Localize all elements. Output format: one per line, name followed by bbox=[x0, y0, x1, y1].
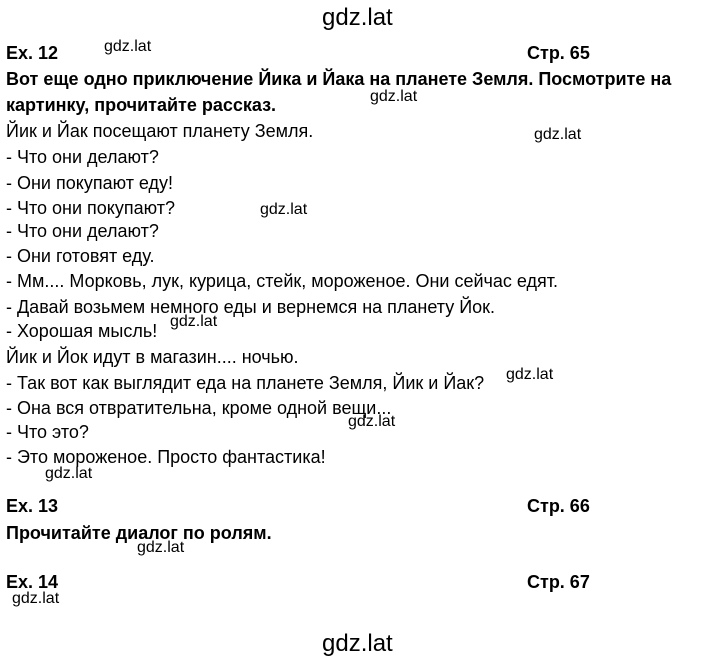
story-line: - Что они делают? bbox=[6, 221, 159, 241]
story-line: - Что они покупают? bbox=[6, 198, 176, 218]
watermark-bottom: gdz.lat bbox=[322, 630, 393, 657]
story-line: - Они покупают еду! bbox=[6, 173, 174, 193]
watermark: gdz.lat bbox=[137, 539, 185, 556]
exercise-13-page: Стр. 66 bbox=[527, 496, 590, 516]
watermark: gdz.lat bbox=[104, 38, 152, 55]
story-line: - Хорошая мысль! bbox=[6, 321, 158, 341]
story-line: - Они готовят еду. bbox=[6, 246, 155, 266]
exercise-12-task-line-1: Вот еще одно приключение Йика и Йака на планете Земля. Посмотрите на bbox=[6, 69, 672, 89]
watermark-top: gdz.lat bbox=[322, 4, 393, 31]
story-line: - Так вот как выглядит еда на планете Земля, Йик и Йак? bbox=[6, 373, 485, 393]
exercise-14-page: Стр. 67 bbox=[527, 572, 590, 592]
watermark: gdz.lat bbox=[370, 88, 418, 105]
exercise-12-task-line-2: картинку, прочитайте рассказ. bbox=[6, 95, 277, 115]
watermark: gdz.lat bbox=[348, 413, 396, 430]
story-line: - Она вся отвратительна, кроме одной вещи... bbox=[6, 398, 392, 418]
watermark: gdz.lat bbox=[534, 126, 582, 143]
story-line: - Это мороженое. Просто фантастика! bbox=[6, 447, 326, 467]
story-line: - Мм.... Морковь, лук, курица, стейк, мороженое. Они сейчас едят. bbox=[6, 271, 559, 291]
story-line: Йик и Йак посещают планету Земля. bbox=[6, 121, 314, 141]
exercise-12-number: Ex. 12 bbox=[6, 43, 59, 63]
watermark: gdz.lat bbox=[260, 201, 308, 218]
watermark: gdz.lat bbox=[12, 590, 60, 607]
story-line: - Что это? bbox=[6, 422, 89, 442]
story-line: Йик и Йок идут в магазин.... ночью. bbox=[6, 347, 299, 367]
exercise-13-number: Ex. 13 bbox=[6, 496, 59, 516]
exercise-13-task: Прочитайте диалог по ролям. bbox=[6, 523, 272, 543]
story-line: - Что они делают? bbox=[6, 147, 159, 167]
watermark: gdz.lat bbox=[506, 366, 554, 383]
watermark: gdz.lat bbox=[170, 313, 218, 330]
watermark: gdz.lat bbox=[45, 465, 93, 482]
exercise-12-page: Стр. 65 bbox=[527, 43, 590, 63]
story-line: - Давай возьмем немного еды и вернемся на планету Йок. bbox=[6, 297, 496, 317]
exercise-14-number: Ex. 14 bbox=[6, 572, 59, 592]
